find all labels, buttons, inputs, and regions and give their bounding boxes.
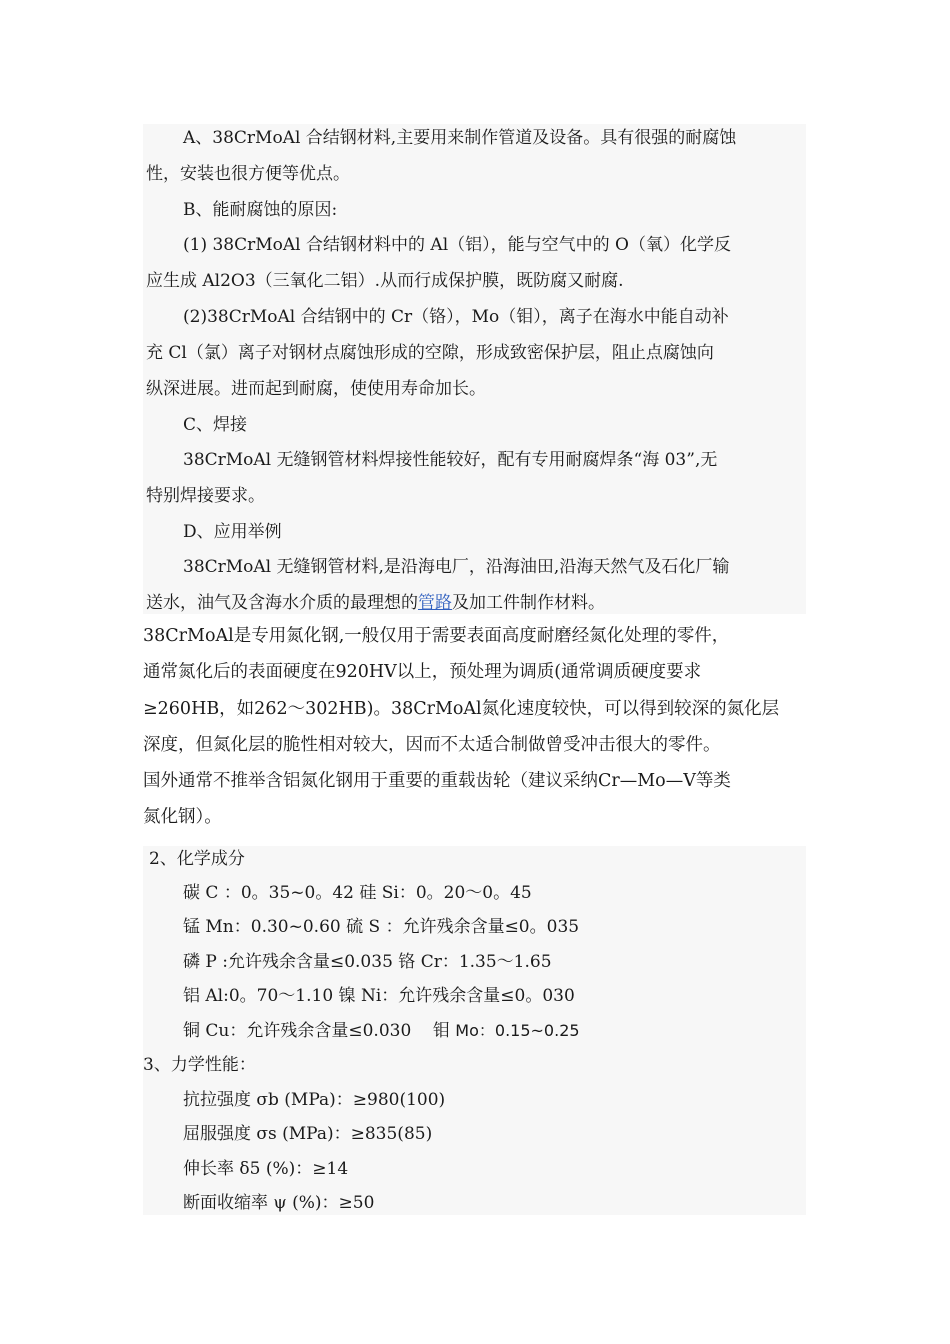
intro-line6: 氮化钢）。	[143, 807, 222, 827]
heading-d: D、应用举例	[183, 522, 282, 542]
paragraph-d-text-pre: 送水，油气及含海水介质的最理想的	[146, 593, 418, 613]
paragraph-d-text-post: 及加工件制作材料。	[452, 593, 605, 613]
mechanical-heading: 3、力学性能：	[143, 1055, 256, 1075]
composition-row-mn-s: 锰 Mn：0.30~0.60 硫 S ：允许残余含量≤0。035	[183, 917, 580, 937]
paragraph-d-line1: 38CrMoAl 无缝钢管材料,是沿海电厂，沿海油田,沿海天然气及石化厂输	[183, 557, 730, 577]
intro-line2: 通常氮化后的表面硬度在920HV以上，预处理为调质(通常调质硬度要求	[143, 662, 702, 682]
mechanical-row-yield: 屈服强度 σs (MPa)：≥835(85)	[183, 1124, 433, 1144]
composition-mo-text: Mo：0.15~0.25	[455, 1021, 580, 1040]
mechanical-row-reduction: 断面收缩率 ψ (%)：≥50	[183, 1193, 375, 1213]
mechanical-row-tensile: 抗拉强度 σb (MPa)：≥980(100)	[183, 1090, 446, 1110]
paragraph-b2-line2: 充 Cl（氯）离子对钢材点腐蚀形成的空隙，形成致密保护层，阻止点腐蚀向	[146, 343, 714, 363]
section-composition	[143, 846, 806, 1215]
paragraph-b1-line1: (1) 38CrMoAl 合结钢材料中的 Al（铝），能与空气中的 O（氧）化学反	[183, 235, 731, 255]
paragraph-b2-line1: (2)38CrMoAl 合结钢中的 Cr（铬），Mo（钼），离子在海水中能自动补	[183, 307, 729, 327]
paragraph-d-line2	[146, 593, 605, 613]
paragraph-c-line1: 38CrMoAl 无缝钢管材料焊接性能较好，配有专用耐腐焊条“海 03”,无	[183, 450, 718, 470]
composition-cu-text: 铜 Cu：允许残余含量≤0.030 钼	[183, 1021, 456, 1041]
intro-line5: 国外通常不推举含铝氮化钢用于重要的重载齿轮（建议采纳Cr—Mo—V等类	[143, 771, 731, 791]
composition-row-p-cr: 磷 P :允许残余含量≤0.035 铬 Cr：1.35～1.65	[183, 952, 552, 972]
intro-line4: 深度，但氮化层的脆性相对较大，因而不太适合制做曾受冲击很大的零件。	[143, 735, 721, 755]
paragraph-b2-line3: 纵深进展。进而起到耐腐，使使用寿命加长。	[146, 379, 486, 399]
heading-c: C、焊接	[183, 415, 248, 435]
composition-row-al-ni: 铝 Al:0。70～1.10 镍 Ni：允许残余含量≤0。030	[183, 986, 575, 1006]
composition-row-cu-mo	[183, 1021, 580, 1041]
paragraph-b1-line2: 应生成 Al2O3（三氧化二铝）.从而行成保护膜，既防腐又耐腐.	[146, 271, 624, 291]
paragraph-c-line2: 特别焊接要求。	[146, 486, 265, 506]
paragraph-a-line2: 性，安装也很方便等优点。	[146, 164, 350, 184]
intro-line1: 38CrMoAl是专用氮化钢,一般仅用于需要表面高度耐磨经氮化处理的零件，	[143, 626, 730, 646]
section-corrosion	[143, 124, 806, 614]
mechanical-row-elongation: 伸长率 δ5 (%)：≥14	[183, 1159, 349, 1179]
intro-line3: ≥260HB，如262～302HB)。38CrMoAl氮化速度较快，可以得到较深的氮化层	[143, 699, 780, 719]
pipeline-link[interactable]: 管路	[418, 593, 452, 613]
composition-heading: 2、化学成分	[149, 849, 245, 869]
heading-b: B、能耐腐蚀的原因:	[183, 200, 338, 220]
composition-row-c-si: 碳 C ：0。35~0。42 硅 Si：0。20～0。45	[183, 883, 532, 903]
paragraph-a-line1: A、38CrMoAl 合结钢材料,主要用来制作管道及设备。具有很强的耐腐蚀	[183, 128, 737, 148]
section-nitriding-intro	[143, 614, 806, 844]
